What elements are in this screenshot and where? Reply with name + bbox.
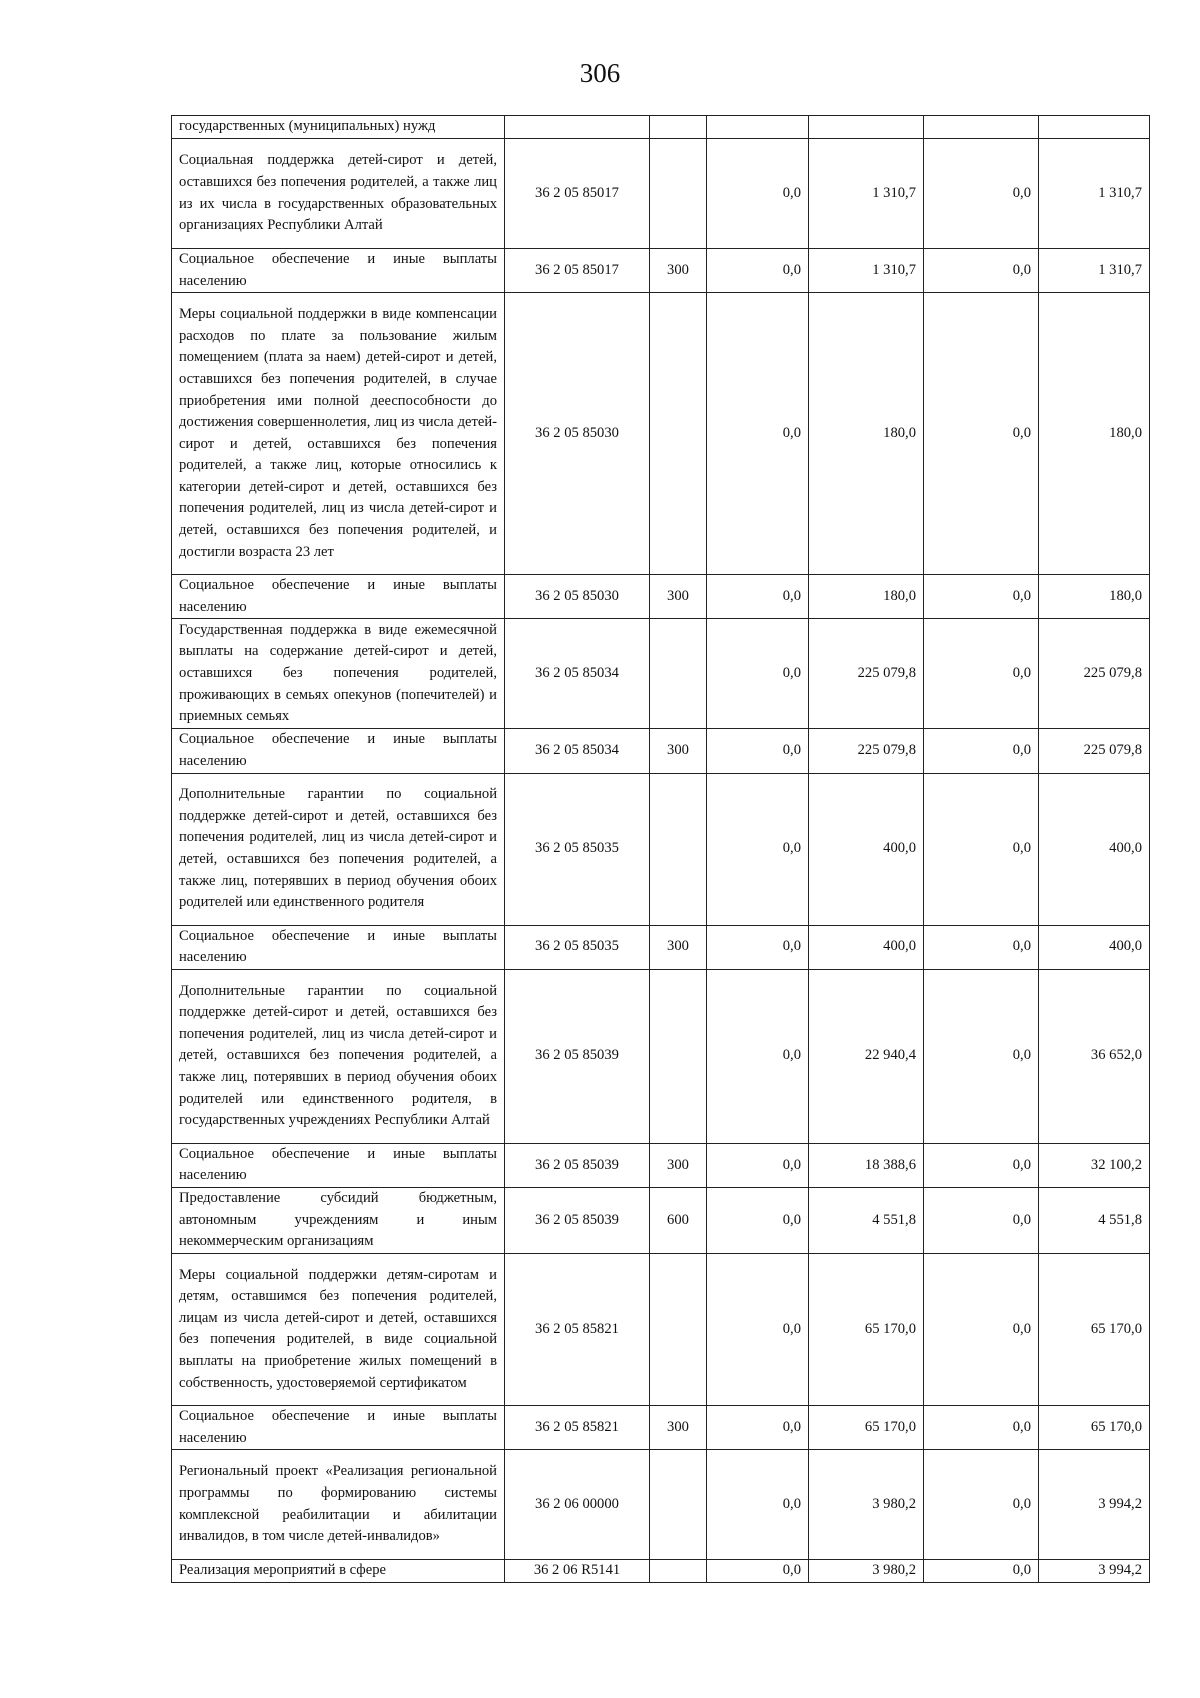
row-name: Социальное обеспечение и иные выплаты населению (172, 575, 505, 619)
amount-col-1: 0,0 (707, 575, 809, 619)
row-name: Меры социальной поддержки в виде компенсации расходов по плате за пользование жилым помещением (плата за наем) детей-сирот и детей, оставшихся без попечения родителей, в случае приобретения ими полной дееспособности до достижения совершеннолетия, лиц из числа детей-сирот и детей, оставшихся без попечения родителей, а также лиц, которые относились к категории детей-сирот и детей, оставшихся без попечения родителей, лиц из числа детей-сирот и детей, оставшихся без попечения родителей, и достигли возраста 23 лет (172, 293, 505, 575)
table-row (172, 116, 1150, 139)
amount-col-3: 0,0 (924, 1253, 1039, 1405)
amount-col-3: 0,0 (924, 293, 1039, 575)
amount-col-3: 0,0 (924, 925, 1039, 969)
amount-col-4: 1 310,7 (1039, 249, 1150, 293)
amount-col-4: 4 551,8 (1039, 1187, 1150, 1253)
amount-col-4: 180,0 (1039, 575, 1150, 619)
row-name: государственных (муниципальных) нужд (172, 116, 505, 139)
table-row (172, 1560, 1150, 1583)
amount-col-1: 0,0 (707, 729, 809, 773)
amount-col-1: 0,0 (707, 139, 809, 249)
amount-col-3: 0,0 (924, 139, 1039, 249)
table-row (172, 1187, 1150, 1253)
row-name: Меры социальной поддержки детям-сиротам и детям, оставшимся без попечения родителей, лицам из числа детей-сирот и детей, оставшихся без попечения родителей, в виде социальной выплаты на приобретение жилых помещений в собственность, удостоверяемой сертификатом (172, 1253, 505, 1405)
amount-col-2: 180,0 (809, 293, 924, 575)
amount-col-1: 0,0 (707, 1405, 809, 1449)
expense-type-code (650, 1253, 707, 1405)
table-row (172, 773, 1150, 925)
target-article-code: 36 2 05 85821 (505, 1405, 650, 1449)
expense-type-code (650, 619, 707, 729)
target-article-code: 36 2 05 85034 (505, 729, 650, 773)
amount-col-3: 0,0 (924, 1143, 1039, 1187)
target-article-code: 36 2 05 85035 (505, 773, 650, 925)
table-row (172, 139, 1150, 249)
expense-type-code: 300 (650, 1143, 707, 1187)
target-article-code: 36 2 05 85035 (505, 925, 650, 969)
table-row (172, 1405, 1150, 1449)
amount-col-1: 0,0 (707, 969, 809, 1143)
target-article-code: 36 2 05 85030 (505, 293, 650, 575)
table-row (172, 1143, 1150, 1187)
expense-type-code (650, 773, 707, 925)
expense-type-code (650, 116, 707, 139)
row-name: Социальная поддержка детей-сирот и детей, оставшихся без попечения родителей, а также лиц из их числа в государственных образовательных организациях Республики Алтай (172, 139, 505, 249)
amount-col-4: 65 170,0 (1039, 1405, 1150, 1449)
amount-col-1: 0,0 (707, 249, 809, 293)
row-name: Социальное обеспечение и иные выплаты населению (172, 249, 505, 293)
amount-col-2: 400,0 (809, 925, 924, 969)
row-name: Социальное обеспечение и иные выплаты населению (172, 1143, 505, 1187)
amount-col-3: 0,0 (924, 1560, 1039, 1583)
target-article-code: 36 2 05 85034 (505, 619, 650, 729)
amount-col-3: 0,0 (924, 575, 1039, 619)
target-article-code: 36 2 06 R5141 (505, 1560, 650, 1583)
row-name: Дополнительные гарантии по социальной поддержке детей-сирот и детей, оставшихся без попечения родителей, лиц из числа детей-сирот и детей, оставшихся без попечения родителей, а также лиц, потерявших в период обучения обоих родителей или единственного родителя, в государственных учреждениях Республики Алтай (172, 969, 505, 1143)
amount-col-4: 32 100,2 (1039, 1143, 1150, 1187)
amount-col-4: 400,0 (1039, 925, 1150, 969)
row-name: Социальное обеспечение и иные выплаты населению (172, 729, 505, 773)
amount-col-2: 1 310,7 (809, 139, 924, 249)
table-row (172, 729, 1150, 773)
amount-col-4: 65 170,0 (1039, 1253, 1150, 1405)
amount-col-2: 1 310,7 (809, 249, 924, 293)
amount-col-2: 65 170,0 (809, 1405, 924, 1449)
table-row (172, 293, 1150, 575)
amount-col-3: 0,0 (924, 1187, 1039, 1253)
amount-col-2: 65 170,0 (809, 1253, 924, 1405)
row-name: Социальное обеспечение и иные выплаты населению (172, 1405, 505, 1449)
amount-col-3 (924, 116, 1039, 139)
expense-type-code: 300 (650, 249, 707, 293)
amount-col-1: 0,0 (707, 1253, 809, 1405)
target-article-code: 36 2 05 85039 (505, 1187, 650, 1253)
amount-col-3: 0,0 (924, 1405, 1039, 1449)
amount-col-3: 0,0 (924, 619, 1039, 729)
amount-col-3: 0,0 (924, 249, 1039, 293)
expense-type-code: 300 (650, 575, 707, 619)
expense-type-code: 300 (650, 729, 707, 773)
row-name: Государственная поддержка в виде ежемесячной выплаты на содержание детей-сирот и детей, оставшихся без попечения родителей, проживающих в семьях опекунов (попечителей) и приемных семьях (172, 619, 505, 729)
table-row (172, 925, 1150, 969)
amount-col-4: 400,0 (1039, 773, 1150, 925)
amount-col-2: 225 079,8 (809, 729, 924, 773)
table-row (172, 1253, 1150, 1405)
amount-col-2: 3 980,2 (809, 1450, 924, 1560)
expense-type-code: 300 (650, 1405, 707, 1449)
expense-type-code (650, 293, 707, 575)
table-row (172, 1450, 1150, 1560)
amount-col-4: 3 994,2 (1039, 1450, 1150, 1560)
budget-table (171, 115, 1150, 1583)
amount-col-2: 180,0 (809, 575, 924, 619)
target-article-code: 36 2 05 85030 (505, 575, 650, 619)
amount-col-2: 3 980,2 (809, 1560, 924, 1583)
row-name: Предоставление субсидий бюджетным, автономным учреждениям и иным некоммерческим организациям (172, 1187, 505, 1253)
amount-col-1: 0,0 (707, 293, 809, 575)
target-article-code: 36 2 05 85017 (505, 139, 650, 249)
target-article-code: 36 2 06 00000 (505, 1450, 650, 1560)
row-name: Дополнительные гарантии по социальной поддержке детей-сирот и детей, оставшихся без попечения родителей, лиц из числа детей-сирот и детей, оставшихся без попечения родителей, а также лиц, потерявших в период обучения обоих родителей или единственного родителя (172, 773, 505, 925)
target-article-code: 36 2 05 85039 (505, 1143, 650, 1187)
budget-table-body (172, 116, 1150, 1583)
amount-col-2: 18 388,6 (809, 1143, 924, 1187)
amount-col-4: 1 310,7 (1039, 139, 1150, 249)
amount-col-3: 0,0 (924, 729, 1039, 773)
target-article-code: 36 2 05 85039 (505, 969, 650, 1143)
target-article-code (505, 116, 650, 139)
table-row (172, 575, 1150, 619)
amount-col-1: 0,0 (707, 1450, 809, 1560)
amount-col-2: 400,0 (809, 773, 924, 925)
row-name: Региональный проект «Реализация региональной программы по формированию системы комплексной реабилитации и абилитации инвалидов, в том числе детей-инвалидов» (172, 1450, 505, 1560)
amount-col-1 (707, 116, 809, 139)
amount-col-1: 0,0 (707, 1187, 809, 1253)
amount-col-2 (809, 116, 924, 139)
amount-col-4: 225 079,8 (1039, 729, 1150, 773)
amount-col-3: 0,0 (924, 969, 1039, 1143)
amount-col-3: 0,0 (924, 773, 1039, 925)
expense-type-code: 600 (650, 1187, 707, 1253)
page-number: 306 (579, 58, 621, 88)
amount-col-4: 180,0 (1039, 293, 1150, 575)
amount-col-1: 0,0 (707, 925, 809, 969)
amount-col-1: 0,0 (707, 619, 809, 729)
table-row (172, 969, 1150, 1143)
amount-col-1: 0,0 (707, 773, 809, 925)
amount-col-4: 225 079,8 (1039, 619, 1150, 729)
target-article-code: 36 2 05 85821 (505, 1253, 650, 1405)
amount-col-4: 36 652,0 (1039, 969, 1150, 1143)
expense-type-code (650, 1450, 707, 1560)
expense-type-code (650, 139, 707, 249)
amount-col-1: 0,0 (707, 1143, 809, 1187)
amount-col-1: 0,0 (707, 1560, 809, 1583)
expense-type-code: 300 (650, 925, 707, 969)
table-row (172, 249, 1150, 293)
amount-col-4 (1039, 116, 1150, 139)
amount-col-3: 0,0 (924, 1450, 1039, 1560)
amount-col-2: 4 551,8 (809, 1187, 924, 1253)
target-article-code: 36 2 05 85017 (505, 249, 650, 293)
amount-col-2: 225 079,8 (809, 619, 924, 729)
row-name: Реализация мероприятий в сфере (172, 1560, 505, 1583)
amount-col-4: 3 994,2 (1039, 1560, 1150, 1583)
amount-col-2: 22 940,4 (809, 969, 924, 1143)
expense-type-code (650, 969, 707, 1143)
expense-type-code (650, 1560, 707, 1583)
row-name: Социальное обеспечение и иные выплаты населению (172, 925, 505, 969)
table-row (172, 619, 1150, 729)
